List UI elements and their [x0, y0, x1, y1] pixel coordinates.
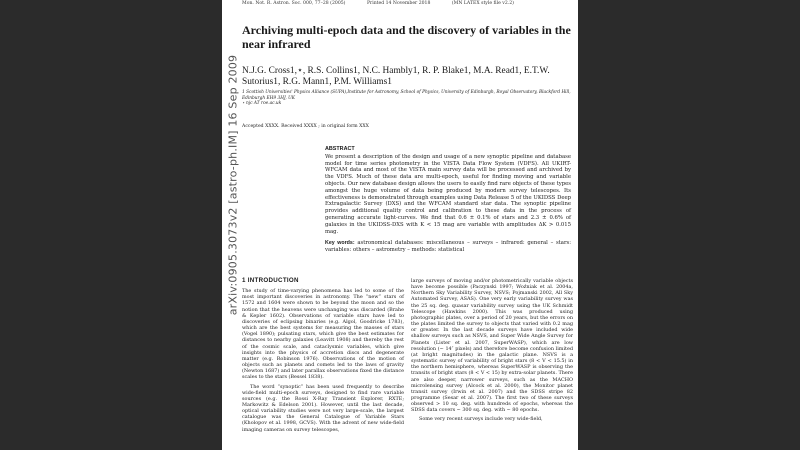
- keywords-text: astronomical databases: miscellaneous – surveys – infrared: general – stars: variables: others – astrometry – methods: statistical: [325, 240, 571, 253]
- paper-page: [222, 0, 578, 450]
- keywords-label: Key words:: [325, 240, 355, 246]
- left-column: [242, 278, 404, 433]
- abstract-block: [325, 146, 571, 235]
- page-header: [242, 1, 572, 6]
- abstract-text: We present a description of the design and usage of a new synoptic pipeline and database model for time series photometry in the VISTA Data Flow System (VDFS). All UKIRT-WFCAM data and most of the VISTA main survey data will be processed and archived by the VDFS. Much of these data are multi-epoch, useful for finding moving and variable objects. Our new database design allows the users to easily find rare objects of these types amongst the huge volume of data being produced by modern survey telescopes. Its effectiveness is demonstrated through examples using Data Release 5 of the UKIDSS Deep Extragalactic Survey (DXS) and the WFCAM standard star data. The synoptic pipeline provides additional quality control and calibration to these data in the process of generating accurate light-curves. We find that 0.6 ± 0.1% of stars and 2.3 ± 0.6% of galaxies in the UKIDSS-DXS with K < 15 mag are variable with amplitudes ΔK > 0.015 mag.: [325, 153, 571, 235]
- section-heading: 1 INTRODUCTION: [242, 277, 299, 284]
- intro-paragraph-3: large surveys of moving and/or photometrically variable objects have become possible (Paczynski 1997; Woźniak et al. 2004a, Northern Sky Variability Survey, NSVS; Pojmanski 2002, All Sky Automated Survey, ASAS). One very early variability survey was the 25 sq. deg. quasar variability survey using the UK Schmidt Telescope (Hawkins 2000). This was produced using photographic plates, over a period of 20 years, but the errors on the plates limited the survey to objects that varied with 0.2 mag or greater. In the last decade surveys have included wide shallow surveys such as NSVS, and Super Wide Angle Survey for Planets (Lister et al. 2007, SuperWASP), which are low resolution (∼ 14″ pixels) and therefore become confusion limited (at bright magnitudes) in the galactic plane. NSVS is a systematic survey of variability of bright stars (8 < V < 15.5) in the northern hemisphere, whereas SuperWASP is observing the transits of bright stars (8 < V < 15) by extra-solar planets. There are also deeper, narrower surveys, such as the MACHO microlensing survey (Alcock et al. 2000), the Monitor planet transit survey (Irwin et al. 2007) and the SDSS stripe 82 programme (Sesar et al. 2007). The first two of these surveys observed > 10 sq. deg. with hundreds of epochs, whereas the SDSS data covers ∼ 300 sq. deg. with ∼ 80 epochs.: [411, 278, 573, 414]
- affiliation-block: [242, 90, 578, 107]
- paper-title: Archiving multi-epoch data and the discovery of variables in the near infrared: [242, 23, 571, 51]
- style-file: (MN LATEX style file v2.2): [451, 1, 514, 6]
- keywords-block: [325, 240, 571, 254]
- accepted-line: Accepted XXXX. Received XXXX ; in original form XXX: [242, 124, 369, 129]
- contact-email: ⋆ njc AT roe.ac.uk: [242, 101, 282, 107]
- affiliation-text: 1 Scottish Universities' Physics Alliance (SUPA),Institute for Astronomy, School of Physics, University of Edinburgh, Royal Observatory, Blackford Hill, Edinburgh EH9 3HJ, UK: [242, 90, 571, 101]
- intro-paragraph-4: Some very recent surveys include very wide-field,: [419, 416, 543, 423]
- author-list: N.J.G. Cross1,⋆, R.S. Collins1, N.C. Hambly1, R. P. Blake1, M.A. Read1, E.T.W. Sutorius1, R.G. Mann1, P.M. Williams1: [242, 66, 550, 87]
- intro-paragraph-1: The study of time-varying phenomena has led to some of the most important discoveries in astronomy. The “new” stars of 1572 and 1604 were shown to be beyond the moon and so the notion that the heavens were unchanging was discarded (Brahe & Kepler 1602). Observations of variable stars have led to discoveries of eclipsing binaries (e.g. Algol, Goodricke 1783), which are the best systems for measuring the masses of stars (Vogel 1890); pulsating stars, which give the best estimates for distances to nearby galaxies (Leavitt 1908) and thereby the rest of the cosmic scale, and cataclysmic variables, which give insights into the physics of accretion discs and degenerate matter (e.g. Robinson 1976). Observations of the motion of objects such as planets and comets led to the laws of gravity (Newton 1687) and later parallax observations fixed the distance scales to the stars (Bessel 1838).: [242, 288, 404, 381]
- abstract-heading: ABSTRACT: [325, 146, 355, 152]
- printed-date: Printed 14 November 2018: [366, 1, 431, 6]
- arxiv-stamp-text: arXiv:0905.3073v2 [astro-ph.IM] 16 Sep 2009: [226, 54, 240, 316]
- journal-citation: Mon. Not. R. Astron. Soc. 000, 77–28 (2005): [242, 1, 346, 6]
- arxiv-stamp: [224, 54, 242, 316]
- right-column: [411, 278, 573, 423]
- intro-paragraph-2: The word “synoptic” has been used frequently to describe wide-field multi-epoch surveys, designed to find rare variable sources (e.g. the Rossi X-Ray Transient Explorer, RXTE; Markowitz & Edelson 2001). However, until the last decade, optical variability studies were not very large-scale, the largest catalogue was the General Catalogue of Variable Stars (Kholopov et al. 1998, GCVS). With the advent of new wide-field imaging cameras on survey telescopes,: [242, 383, 404, 433]
